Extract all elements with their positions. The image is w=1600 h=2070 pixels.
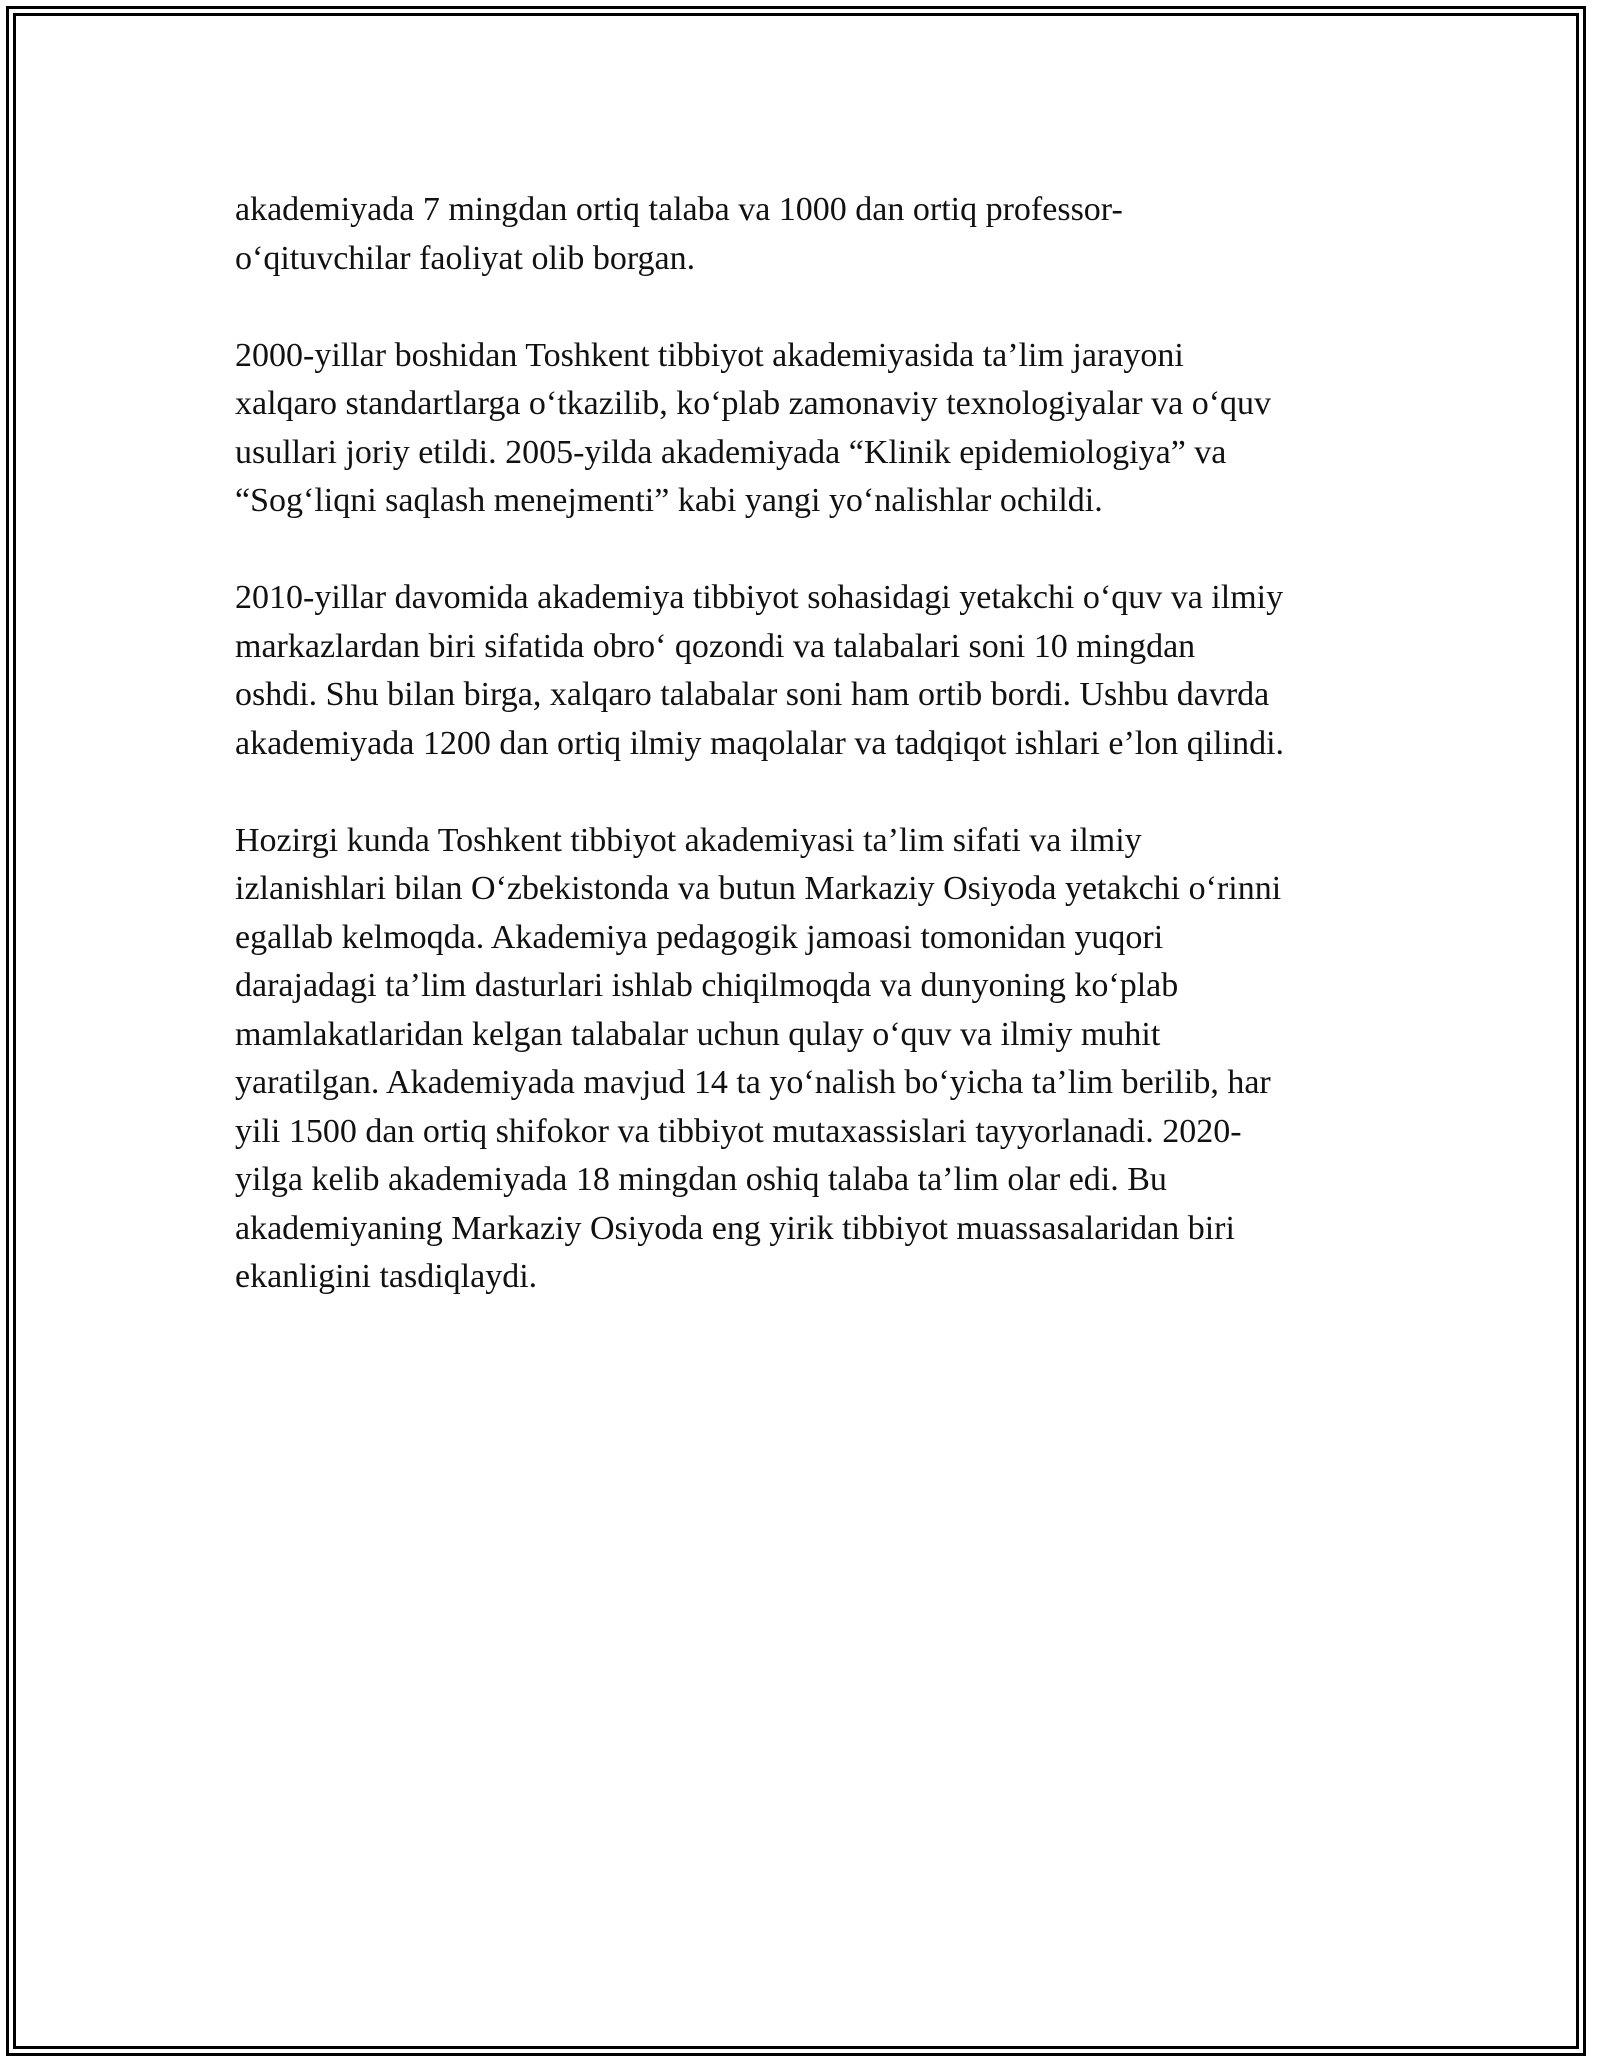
- text-line: xalqaro standartlarga o‘tkazilib, ko‘plab zamonaviy texnologiyalar va o‘quv: [235, 385, 1272, 422]
- text-line: Hozirgi kunda Toshkent tibbiyot akademiyasi ta’lim sifati va ilmiy: [235, 821, 1142, 859]
- paragraph-3: [235, 574, 1385, 768]
- text-line: egallab kelmoqda. Akademiya pedagogik jamoasi tomonidan yuqori: [235, 918, 1164, 956]
- text-line: mamlakatlaridan kelgan talabalar uchun qulay o‘quv va ilmiy muhit: [235, 1015, 1161, 1053]
- text-line: ekanligini tasdiqlaydi.: [235, 1258, 538, 1295]
- text-line: darajadagi ta’lim dasturlari ishlab chiqilmoqda va dunyoning ko‘plab: [235, 967, 1179, 1004]
- text-line: akademiyada 1200 dan ortiq ilmiy maqolalar va tadqiqot ishlari e’lon qilindi.: [235, 724, 1285, 762]
- text-line: 2000-yillar boshidan Toshkent tibbiyot akademiyasida ta’lim jarayoni: [235, 336, 1184, 374]
- text-line: usullari joriy etildi. 2005-yilda akademiyada “Klinik epidemiologiya” va: [235, 433, 1227, 471]
- text-line: akademiyada 7 mingdan ortiq talaba va 1000 dan ortiq professor-: [235, 191, 1123, 228]
- text-line: yaratilgan. Akademiyada mavjud 14 ta yo‘nalish bo‘yicha ta’lim berilib, har: [235, 1064, 1271, 1101]
- text-line: markazlardan biri sifatida obro‘ qozondi va talabalari soni 10 mingdan: [235, 627, 1196, 665]
- text-line: “Sog‘liqni saqlash menejmenti” kabi yangi yo‘nalishlar ochildi.: [235, 482, 1103, 519]
- paragraph-4: [235, 817, 1385, 1302]
- paragraph-1: [235, 186, 1385, 283]
- text-line: yili 1500 dan ortiq shifokor va tibbiyot mutaxassislari tayyorlanadi. 2020-: [235, 1112, 1242, 1150]
- text-line: oshdi. Shu bilan birga, xalqaro talabalar soni ham ortib bordi. Ushbu davrda: [235, 676, 1270, 713]
- text-line: yilga kelib akademiyada 18 mingdan oshiq talaba ta’lim olar edi. Bu: [235, 1161, 1167, 1198]
- text-line: o‘qituvchilar faoliyat olib borgan.: [235, 239, 696, 277]
- document-body: [235, 186, 1385, 1350]
- text-line: 2010-yillar davomida akademiya tibbiyot sohasidagi yetakchi o‘quv va ilmiy: [235, 579, 1284, 616]
- text-line: akademiyaning Markaziy Osiyoda eng yirik tibbiyot muassasalaridan biri: [235, 1209, 1235, 1247]
- paragraph-2: [235, 332, 1385, 526]
- text-line: izlanishlari bilan O‘zbekistonda va butun Markaziy Osiyoda yetakchi o‘rinni: [235, 870, 1282, 907]
